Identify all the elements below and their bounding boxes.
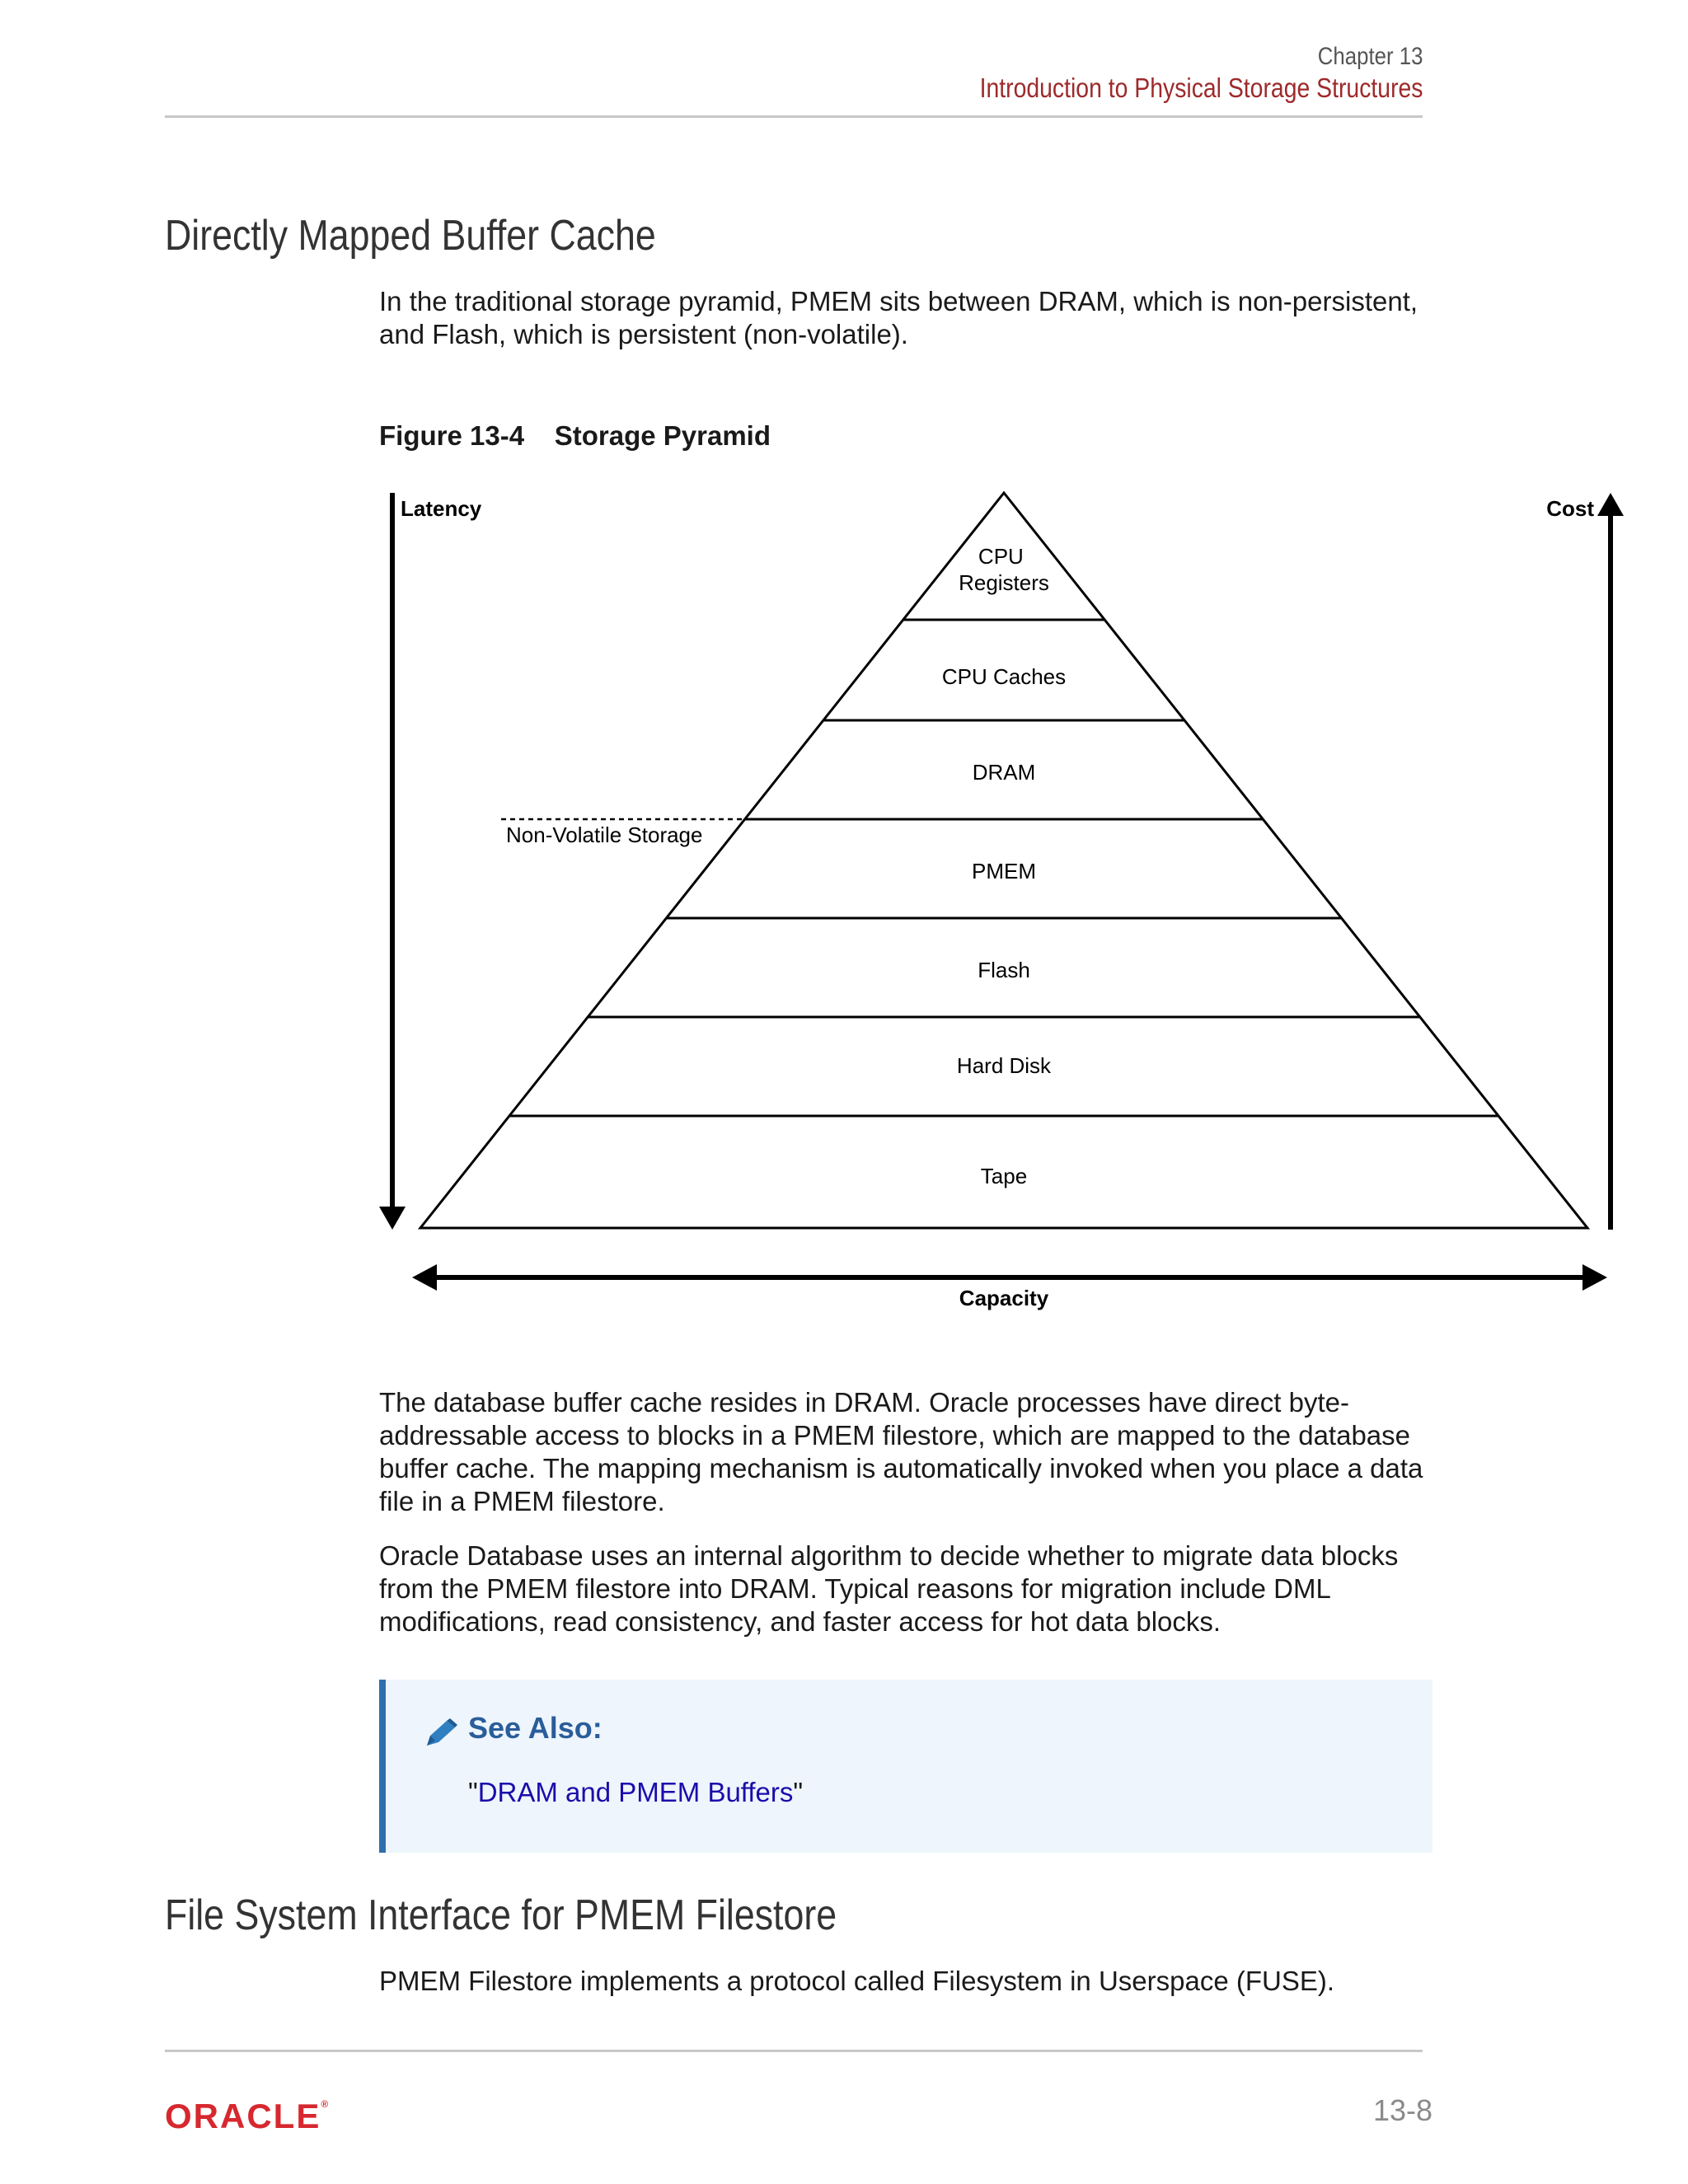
capacity-label: Capacity xyxy=(959,1286,1049,1310)
page-number: 13-8 xyxy=(1372,2093,1432,2127)
non-volatile-label: Non-Volatile Storage xyxy=(506,823,703,847)
figure-caption: Figure 13-4 Storage Pyramid xyxy=(379,420,771,451)
oracle-logo xyxy=(165,2097,330,2136)
intro-paragraph: In the traditional storage pyramid, PMEM sits between DRAM, which is non-persistent, and Flash, which is persistent (non-volatile). xyxy=(379,286,1418,349)
tier-label-cpu-registers xyxy=(959,544,1049,595)
latency-label: Latency xyxy=(401,496,482,521)
registered-mark: ® xyxy=(321,2098,331,2110)
footer-divider xyxy=(165,2050,1423,2052)
cost-label: Cost xyxy=(1546,496,1594,521)
tier-label-tape: Tape xyxy=(980,1164,1028,1188)
quote-close: " xyxy=(793,1777,804,1807)
tier-label-hard-disk: Hard Disk xyxy=(956,1053,1052,1078)
dram-pmem-buffers-link[interactable]: DRAM and PMEM Buffers xyxy=(477,1777,794,1807)
tier-label-pmem: PMEM xyxy=(972,859,1036,883)
chapter-title: Introduction to Physical Storage Structures xyxy=(979,73,1423,103)
see-also-box xyxy=(379,1680,1432,1853)
pencil-icon xyxy=(422,1718,458,1750)
latency-arrow-head xyxy=(379,1207,406,1230)
body-paragraph-2: Oracle Database uses an internal algorithm to decide whether to migrate data blocks from the PMEM filestore into DRAM. Typical reasons for migration include DML modifications, read consistency, and faster access for hot data blocks. xyxy=(379,1540,1399,1637)
storage-pyramid-diagram xyxy=(363,478,1648,1319)
capacity-arrow-head-left xyxy=(412,1264,437,1291)
quote-open: " xyxy=(468,1777,478,1807)
body-paragraph-1: The database buffer cache resides in DRAM. Oracle processes have direct byte-addressable access to blocks in a PMEM filestore, which are mapped to the database buffer cache. The mapping mechanism is automatically invoked when you place a data file in a PMEM filestore. xyxy=(379,1387,1423,1516)
fuse-paragraph: PMEM Filestore implements a protocol called Filesystem in Userspace (FUSE). xyxy=(379,1966,1335,1996)
tier-label-cpu-registers-line1: CPU xyxy=(978,544,1024,569)
tier-label-dram: DRAM xyxy=(972,760,1036,785)
tier-label-cpu-caches: CPU Caches xyxy=(941,664,1067,689)
capacity-arrow-head-right xyxy=(1582,1264,1607,1291)
oracle-logo-text: ORACLE xyxy=(165,2097,321,2135)
header-divider xyxy=(165,115,1423,118)
chapter-label: Chapter 13 xyxy=(1317,43,1423,70)
tier-label-flash: Flash xyxy=(978,958,1030,982)
section-heading-fuse: File System Interface for PMEM Filestore xyxy=(165,1891,837,1939)
section-heading-buffer-cache: Directly Mapped Buffer Cache xyxy=(165,212,656,260)
see-also-title: See Also: xyxy=(468,1711,603,1745)
tier-label-cpu-registers-line2: Registers xyxy=(959,570,1049,595)
see-also-reference xyxy=(468,1777,803,1808)
cost-arrow-head xyxy=(1597,493,1624,516)
